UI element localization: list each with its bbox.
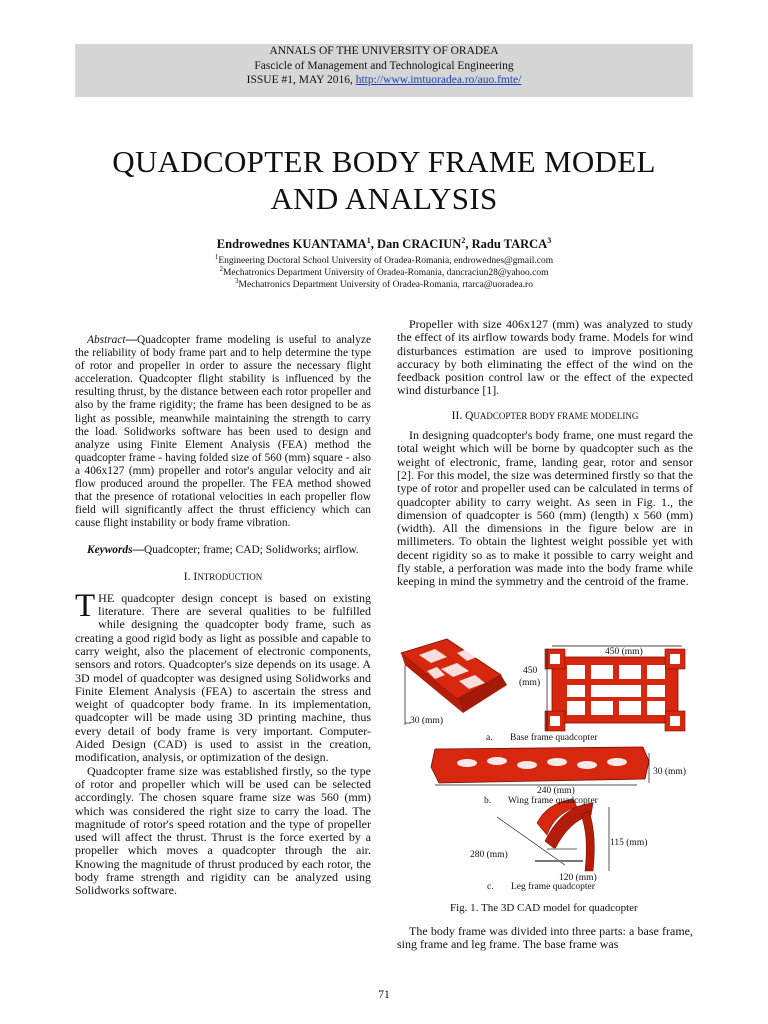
intro-paragraph-2: Quadcopter frame size was established firstly, so the type of rotor and propeller which will be used can be selected accordingly. The chosen square frame size was 560 (mm) which was considered the right size to carry the load. The magnitude of rotor's speed rotation and the type of propeller used will affect the thrust. Thrust is the force exerted by a propeller which moves a quadcopter through the air. Knowing the magnitude of thrust produced by each rotor, the body frame strength and rigidity can be analyzed using Solidworks software.: [75, 763, 371, 898]
right-column: [397, 318, 693, 589]
affiliation-2: $^2$Mechatronics Department University of Oradea-Romania, dancraciun28@yahoo.com: [219, 265, 549, 279]
left-column: [75, 334, 371, 898]
base-frame-top-view-image: [545, 646, 685, 731]
right-paragraph-2: In designing quadcopter's body frame, one must regard the total weight which will be borne by quadcopter such as the weight of electronic, frame, landing gear, rotor and sensor [2]. For this model, the size was determined firstly so that the type of rotor and propeller used can be calculated in terms of quadcopter ability to carry weight. As seen in Fig. 1., the dimension of quadcopter is 560 (mm) (length) x 560 (mm) (width). All the dimensions in the figure below are in millimeters. To obtain the lightest weight possible yet with decent rigidity so as to make it possible to carry weight and fly stable, a perforation was made into the body frame while keeping in mind the symmetry and the centroid of the frame.: [397, 428, 693, 589]
dim-label-450-height-unit: (mm): [519, 678, 541, 688]
drop-cap: T: [75, 587, 96, 624]
figure-1-cad-model: [397, 635, 697, 900]
base-frame-isometric-image: [401, 639, 507, 725]
fig-caption-a: Base frame quadcopter: [510, 733, 598, 743]
section-heading-introduction: I. INTRODUCTION: [183, 570, 263, 583]
fig-label-c: c.: [487, 882, 494, 892]
title-line-1: QUADCOPTER BODY FRAME MODEL: [112, 144, 656, 179]
dim-label-280: 280 (mm): [470, 850, 508, 860]
figure-1-caption: Fig. 1. The 3D CAD model for quadcopter: [450, 902, 638, 914]
right-bottom-column: [397, 925, 693, 952]
right-paragraph-3: The body frame was divided into three parts: a base frame, sing frame and leg frame. The base frame was: [397, 924, 693, 952]
paper-title: [60, 143, 708, 217]
leg-frame-image: [497, 799, 609, 871]
title-line-2: AND ANALYSIS: [270, 181, 498, 216]
right-paragraph-1: Propeller with size 406x127 (mm) was analyzed to study the effect of its airflow towards body frame. Models for wind disturbances estimation are used to improve positioning accuracy by both eliminating the effect of the wind on the feedback position control law or the effect of the expected wind disturbance [1].: [397, 317, 693, 398]
dim-label-115: 115 (mm): [610, 838, 648, 848]
journal-fascicle: Fascicle of Management and Technological Engineering: [254, 59, 514, 72]
journal-name: ANNALS OF THE UNIVERSITY OF ORADEA: [269, 45, 499, 57]
fig-label-a: a.: [486, 733, 493, 743]
authors: Endrowednes KUANTAMA$^1$, Dan CRACIUN$^2$, Radu TARCA$^3$: [216, 236, 552, 252]
affiliation-3: $^3$Mechatronics Department University of Oradea-Romania, rtarca@uoradea.ro: [235, 277, 533, 291]
section-heading-modeling: II. QUADCOPTER BODY FRAME MODELING: [451, 409, 639, 422]
fig-caption-b: Wing frame quadcopter: [508, 796, 598, 806]
page-number: 71: [378, 989, 390, 1001]
dim-label-450-width: 450 (mm): [605, 647, 643, 657]
fig-caption-c: Leg frame quadcopter: [511, 882, 595, 892]
intro-paragraph-1: THE quadcopter design concept is based on existing literature. There are several qualities to be fulfilled while designing the quadcopter body frame, such as creating a good rigid body as light as possible and capable to carry weight, also the placement of electronic components, sensors and rotors. Quadcopter's size depends on its usage. A 3D model of quadcopter was designed using Solidworks and Finite Element Analysis (FEA) to ascertain the stress and weight of quadcopter body frame. In its implementation, quadcopter will be made using 3D printing machine, thus every detail of body frame is very important. Computer-Aided Design (CAD) is used to assist in the creation, modification, analysis, or optimization of the design.: [75, 587, 371, 765]
journal-header: [75, 44, 693, 97]
journal-url-link[interactable]: http://www.imtuoradea.ro/auo.fmte/: [355, 74, 522, 86]
affiliation-1: $^1$Engineering Doctoral School University of Oradea-Romania, endrowednes@gmail.com: [214, 253, 554, 267]
dim-label-240: 240 (mm): [537, 786, 575, 796]
dim-label-120: 120 (mm): [559, 873, 597, 883]
dim-label-30a: 30 (mm): [410, 716, 443, 726]
dim-label-30b: 30 (mm): [653, 767, 686, 777]
journal-issue: ISSUE #1, MAY 2016, http://www.imtuoradea.ro/auo.fmte/: [246, 74, 522, 86]
wing-frame-image: [431, 747, 649, 785]
dim-label-450-height: 450: [523, 666, 538, 676]
abstract: Abstract—Quadcopter frame modeling is useful to analyze the reliability of body frame part and to help determine the type of rotor and propeller in order to assure the necessary flight acceleration. Quadcopter flight stability is influenced by the resulting thrust, by the distance between each rotor propeller and also by the frame rigidity; the frame has been designed to be as light as possible, meanwhile maintaining the strength to carry the load. Solidworks software has been used to design and analyze using Finite Element Analysis (FEA) method the quadcopter frame - having folded size of 560 (mm) square - also a 406x127 (mm) propeller and rotor's angular velocity and air flow produced around the propeller. The FEA method showed that the presence of rotational velocities in each propeller flow field will significantly affect the thrust efficiency which can cause flight instability or body frame vibration.: [75, 334, 371, 530]
fig-label-b: b.: [484, 796, 492, 806]
keywords: Keywords—Quadcopter; frame; CAD; Solidworks; airflow.: [87, 544, 359, 557]
